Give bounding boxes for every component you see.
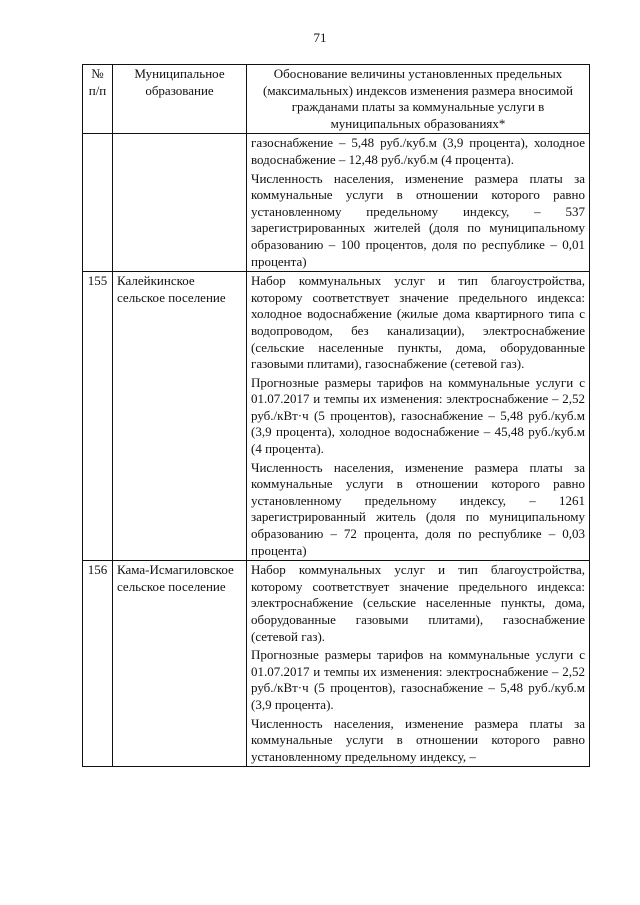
justification-paragraph: Численность населения, изменение размера платы за коммунальные услуги в отношении которого равно установленному предельному индексу, – 537 зарегистрированных жителей (доля по муниципальному образованию – 100 процентов, доля по республике – 0,01 процента): [251, 170, 585, 269]
row-number: 155: [83, 272, 113, 561]
table-row: [83, 561, 590, 767]
justification-paragraph: Прогнозные размеры тарифов на коммунальные услуги с 01.07.2017 и темпы их изменения: электроснабжение – 2,52 руб./кВт·ч (5 процентов), газоснабжение – 5,48 руб./куб.м (3,9 процента).: [251, 647, 585, 712]
table-row: [83, 272, 590, 561]
justification-paragraph: Численность населения, изменение размера платы за коммунальные услуги в отношении которого равно установленному предельному индексу, – 1261 зарегистрированный житель (доля по муниципальному образованию – 72 процента, доля по республике – 0,03 процента): [251, 459, 585, 558]
justification-paragraph: Прогнозные размеры тарифов на коммунальные услуги с 01.07.2017 и темпы их изменения: электроснабжение – 2,52 руб./кВт·ч (5 процентов), газоснабжение – 5,48 руб./куб.м (3,9 процента), холодное водоснабжение – 45,48 руб./куб.м (4 процента).: [251, 374, 585, 457]
row-number: 156: [83, 561, 113, 767]
table-row: [83, 134, 590, 272]
table-header-row: [83, 65, 590, 134]
row-municipality: Калейкинское сельское поселение: [113, 272, 247, 561]
row-justification: [247, 272, 590, 561]
justification-paragraph: Набор коммунальных услуг и тип благоустройства, которому соответствует значение предельного индекса: холодное водоснабжение (жилые дома квартирного типа с водопроводом, без канализации), электроснабжение (сельские населенные пункты, дома, оборудованные газовыми плитами), газоснабжение (сетевой газ).: [251, 273, 585, 372]
justification-paragraph: Набор коммунальных услуг и тип благоустройства, которому соответствует значение предельного индекса: электроснабжение (сельские населенные пункты, дома, оборудованные газовыми плитами), газоснабжение (сетевой газ).: [251, 562, 585, 644]
row-municipality: Кама-Исмагиловское сельское поселение: [113, 561, 247, 767]
header-justification: Обоснование величины установленных предельных (максимальных) индексов изменения размера вносимой гражданами платы за коммунальные услуги в муниципальных образованиях*: [247, 65, 590, 134]
header-municipality: Муниципальное образование: [113, 65, 247, 134]
indices-table: [82, 64, 590, 767]
header-num: № п/п: [83, 65, 113, 134]
row-number: [83, 134, 113, 272]
page-number: 71: [313, 30, 327, 45]
row-municipality: [113, 134, 247, 272]
justification-paragraph: Численность населения, изменение размера платы за коммунальные услуги в отношении которого равно установленному предельному индексу, –: [251, 715, 585, 764]
row-justification: [247, 561, 590, 767]
justification-paragraph: газоснабжение – 5,48 руб./куб.м (3,9 процента), холодное водоснабжение – 12,48 руб./куб.м (4 процента).: [251, 135, 585, 167]
row-justification: [247, 134, 590, 272]
